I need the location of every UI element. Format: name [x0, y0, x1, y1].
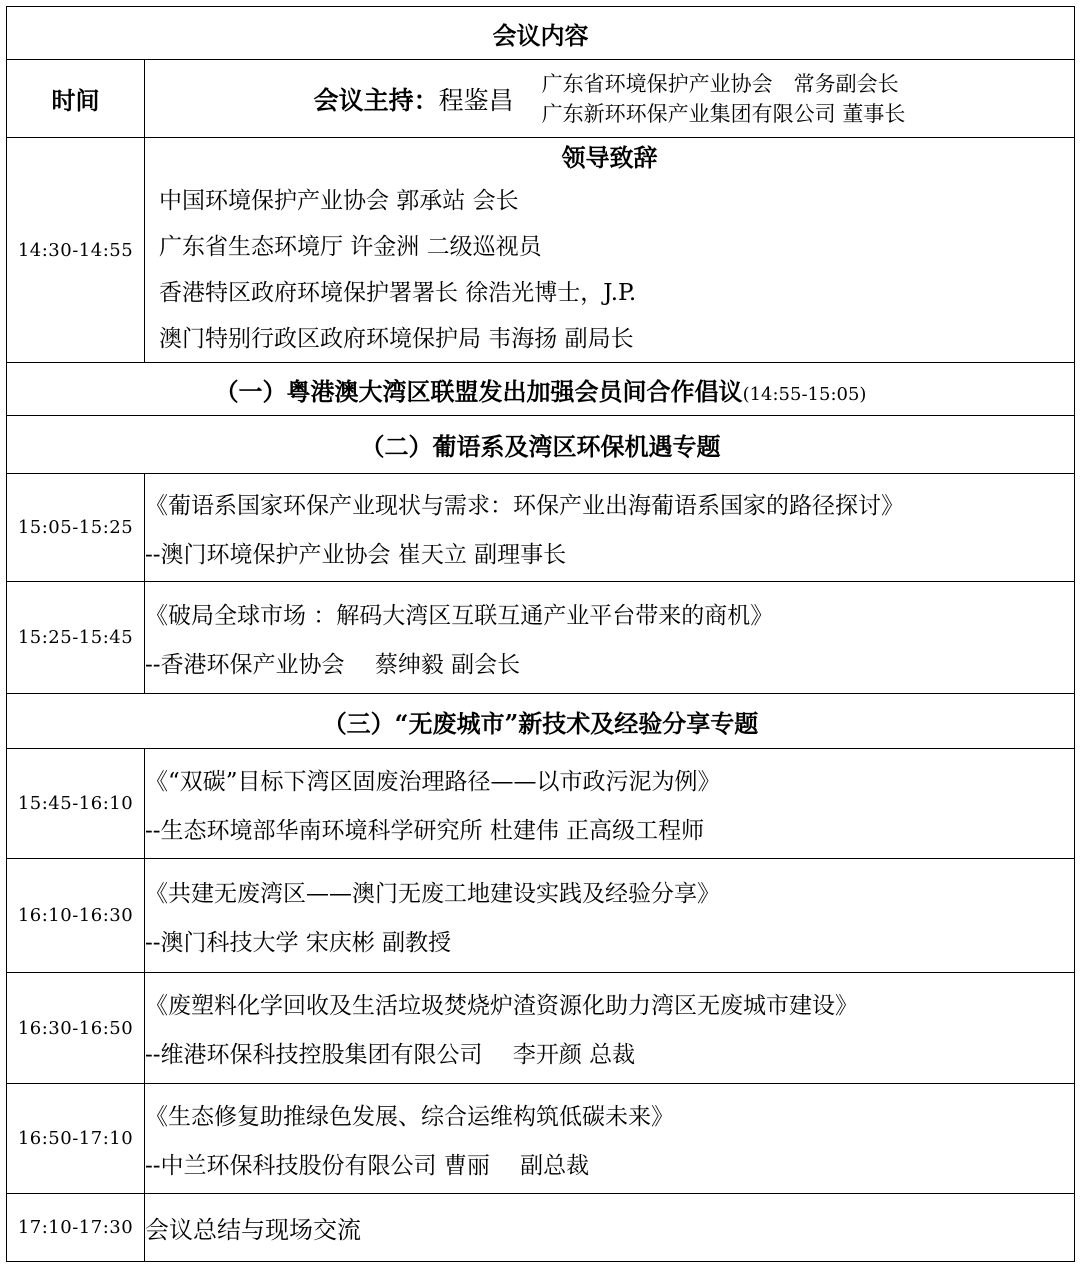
talk-title: 《废塑料化学回收及生活垃圾焚烧炉渣资源化助力湾区无废城市建设》	[145, 993, 858, 1019]
talk-time: 15:45-16:10	[7, 749, 145, 859]
talk-row	[7, 973, 1075, 1084]
section1-title: （一）粤港澳大湾区联盟发出加强会员间合作倡议	[214, 376, 743, 406]
talk-title: 《破局全球市场 ：解码大湾区互联互通产业平台带来的商机》	[145, 602, 774, 629]
section1-time-note: (14:55-15:05)	[742, 383, 867, 405]
opening-speaker: 中国环境保护产业协会 郭承站 会长	[159, 188, 519, 214]
host-titles	[542, 69, 906, 129]
talk-row	[7, 749, 1075, 859]
host-label: 会议主持：	[313, 85, 439, 115]
section1-title-cell	[7, 363, 1075, 416]
time-column-header: 时间	[7, 60, 145, 138]
talk-time: 15:25-15:45	[7, 582, 145, 694]
talk-cell	[145, 582, 1075, 694]
talk-row	[7, 582, 1075, 694]
closing-text: 会议总结与现场交流	[145, 1194, 1075, 1262]
section2-title: （二）葡语系及湾区环保机遇专题	[7, 416, 1075, 474]
section3-title: （三）“无废城市”新技术及经验分享专题	[7, 694, 1075, 749]
talk-speaker: --维港环保科技控股集团有限公司 李开颜 总裁	[145, 1042, 636, 1068]
opening-title: 领导致辞	[561, 143, 658, 172]
talk-speaker: --生态环境部华南环境科学研究所 杜建伟 正高级工程师	[145, 817, 705, 844]
talk-cell	[145, 973, 1075, 1084]
section3-row	[7, 694, 1075, 749]
host-row	[7, 60, 1075, 138]
opening-speaker: 广东省生态环境厅 许金洲 二级巡视员	[159, 234, 542, 260]
opening-row	[7, 138, 1075, 363]
talk-title: 《共建无废湾区——澳门无废工地建设实践及经验分享》	[145, 880, 720, 907]
agenda-table	[6, 6, 1075, 1262]
opening-cell	[145, 138, 1075, 363]
talk-title: 《“双碳”目标下湾区固废治理路径——以市政污泥为例》	[145, 768, 721, 795]
talk-row	[7, 859, 1075, 973]
header-row	[7, 7, 1075, 60]
section1-row	[7, 363, 1075, 416]
talk-speaker: --中兰环保科技股份有限公司 曹丽 副总裁	[145, 1152, 590, 1179]
talk-speaker: --澳门环境保护产业协会 崔天立 副理事长	[145, 541, 567, 568]
talk-row	[7, 1084, 1075, 1194]
talk-row	[7, 474, 1075, 582]
closing-time: 17:10-17:30	[7, 1194, 145, 1262]
talk-cell	[145, 474, 1075, 582]
host-title-line: 广东新环环保产业集团有限公司 董事长	[541, 101, 906, 126]
talk-time: 16:10-16:30	[7, 859, 145, 973]
host-title-line: 广东省环境保护产业协会 常务副会长	[541, 71, 899, 96]
talk-speaker: --澳门科技大学 宋庆彬 副教授	[145, 929, 452, 956]
section2-row	[7, 416, 1075, 474]
closing-row	[7, 1194, 1075, 1262]
talk-title: 《生态修复助推绿色发展、综合运维构筑低碳未来》	[145, 1103, 674, 1130]
opening-speaker: 澳门特别行政区政府环境保护局 韦海扬 副局长	[159, 326, 634, 352]
talk-time: 16:50-17:10	[7, 1084, 145, 1194]
talk-title: 《葡语系国家环保产业现状与需求：环保产业出海葡语系国家的路径探讨》	[145, 492, 904, 519]
talk-cell	[145, 1084, 1075, 1194]
opening-time: 14:30-14:55	[7, 138, 145, 363]
opening-speaker: 香港特区政府环境保护署署长 徐浩光博士，J.P.	[159, 280, 637, 306]
host-name: 程鉴昌	[438, 85, 514, 115]
talk-cell	[145, 749, 1075, 859]
table-title: 会议内容	[7, 7, 1075, 60]
talk-time: 15:05-15:25	[7, 474, 145, 582]
talk-time: 16:30-16:50	[7, 973, 145, 1084]
host-cell	[145, 60, 1075, 138]
talk-cell	[145, 859, 1075, 973]
talk-speaker: --香港环保产业协会 蔡绅毅 副会长	[145, 651, 521, 678]
